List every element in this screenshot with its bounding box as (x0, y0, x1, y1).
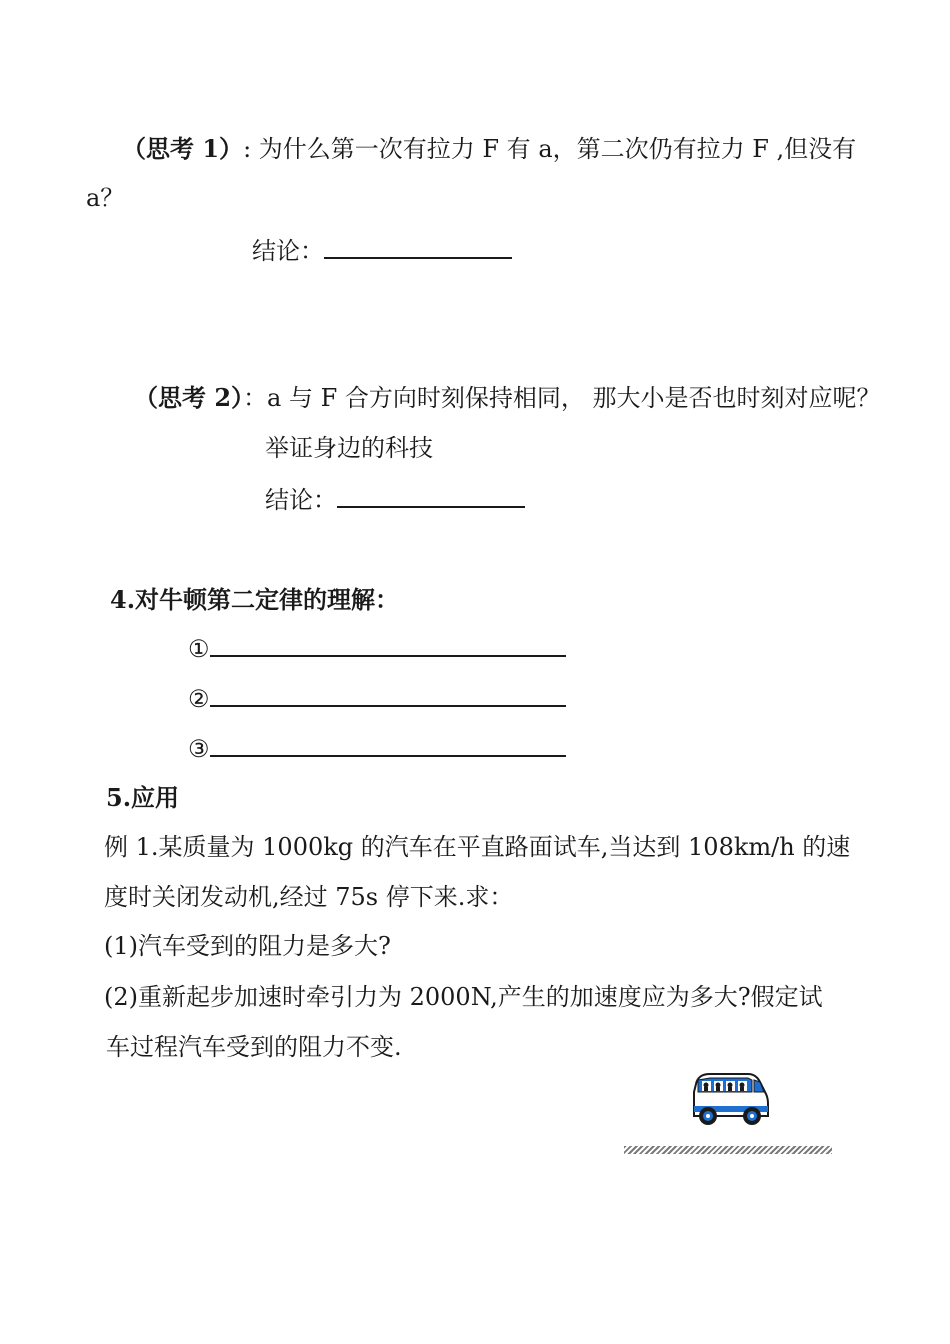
item-blank-3[interactable] (210, 733, 566, 757)
example-line-2: 度时关闭发动机,经过 75s 停下来.求： (104, 883, 514, 911)
think1-conclusion (252, 235, 512, 266)
section4-item-1 (188, 633, 566, 664)
hatched-ground-icon (624, 1146, 832, 1154)
think1-question-cont: a？ (86, 184, 125, 212)
think2-question (134, 383, 881, 413)
section4-item-3 (188, 733, 566, 764)
item-number-2: ② (188, 685, 210, 713)
example-line-1: 例 1.某质量为 1000kg 的汽车在平直路面试车,当达到 108km/h 的速 (104, 833, 851, 861)
think2-conclusion (265, 484, 525, 515)
think2-question-text: ：a 与 F 合方向时刻保持相同， 那大小是否也时刻对应呢？ (243, 384, 881, 412)
think1-conclusion-blank[interactable] (324, 235, 512, 259)
section4-heading: 4.对牛顿第二定律的理解： (110, 585, 400, 614)
think2-prompt: 举证身边的科技 (265, 434, 433, 462)
item-number-3: ③ (188, 735, 210, 763)
item-blank-2[interactable] (210, 683, 566, 707)
think2-conclusion-label: 结论： (265, 486, 337, 514)
section5-heading: 5.应用 (106, 783, 180, 812)
think2-tag: （思考 2） (134, 383, 244, 412)
think1-question (122, 134, 856, 164)
think1-question-text: : 为什么第一次有拉力 F 有 a，第二次仍有拉力 F ,但没有 (243, 135, 857, 163)
question-1: (1)汽车受到的阻力是多大? (104, 932, 391, 960)
item-blank-1[interactable] (210, 633, 566, 657)
section4-item-2 (188, 683, 566, 714)
van-icon (690, 1070, 770, 1130)
think1-tag: （思考 1） (122, 134, 244, 163)
question-2-line-2: 车过程汽车受到的阻力不变. (106, 1033, 402, 1061)
think2-conclusion-blank[interactable] (337, 484, 525, 508)
question-2-line-1: (2)重新起步加速时牵引力为 2000N,产生的加速度应为多大?假定试 (104, 983, 823, 1011)
think1-conclusion-label: 结论： (252, 237, 324, 265)
item-number-1: ① (188, 635, 210, 663)
